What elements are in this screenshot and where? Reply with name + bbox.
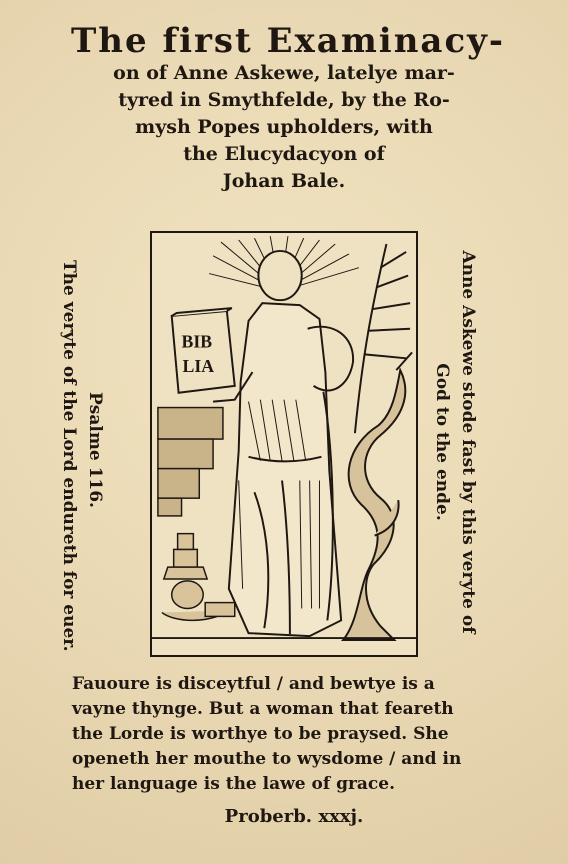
title-line-6: Johan Bale. — [222, 170, 346, 192]
woodcut-illustration — [150, 231, 418, 657]
left-margin-text — [56, 260, 108, 652]
footer-line-5: her language is the lawe of grace. — [72, 774, 396, 794]
right-margin-text — [429, 232, 481, 652]
footer-passage — [72, 672, 496, 797]
right-margin-line-2: God to the ende. — [432, 363, 452, 521]
proverb-reference: Proberb. xxxj. — [224, 806, 364, 827]
title-line-4: mysh Popes upholders, with — [135, 116, 433, 138]
title-line-3: tyred in Smythfelde, by the Ro- — [118, 89, 450, 111]
left-margin-line-2: The veryte of the Lord endureth for euer. — [59, 260, 79, 652]
title-block — [28, 22, 540, 195]
right-margin-line-1: Anne Askewe stode fast by this veryte of — [458, 250, 478, 634]
footer-line-3: the Lorde is worthye to be praysed. She — [72, 724, 449, 744]
title-line-1: The first Examinacy- — [70, 21, 506, 61]
title-line-5: the Elucydacyon of — [183, 143, 385, 165]
woodcut-svg — [152, 233, 416, 655]
footer-line-1: Fauoure is disceytful / and bewtye is a — [72, 674, 435, 694]
footer-line-2: vayne thynge. But a woman that feareth — [72, 699, 454, 719]
left-margin-line-1: Psalme 116. — [85, 392, 105, 508]
footer-line-4: openeth her mouthe to wysdome / and in — [72, 749, 462, 769]
book-text-line-2: LIA — [182, 356, 215, 377]
title-line-2: on of Anne Askewe, latelye mar- — [113, 62, 455, 84]
book-text-line-1: BIB — [181, 331, 213, 352]
